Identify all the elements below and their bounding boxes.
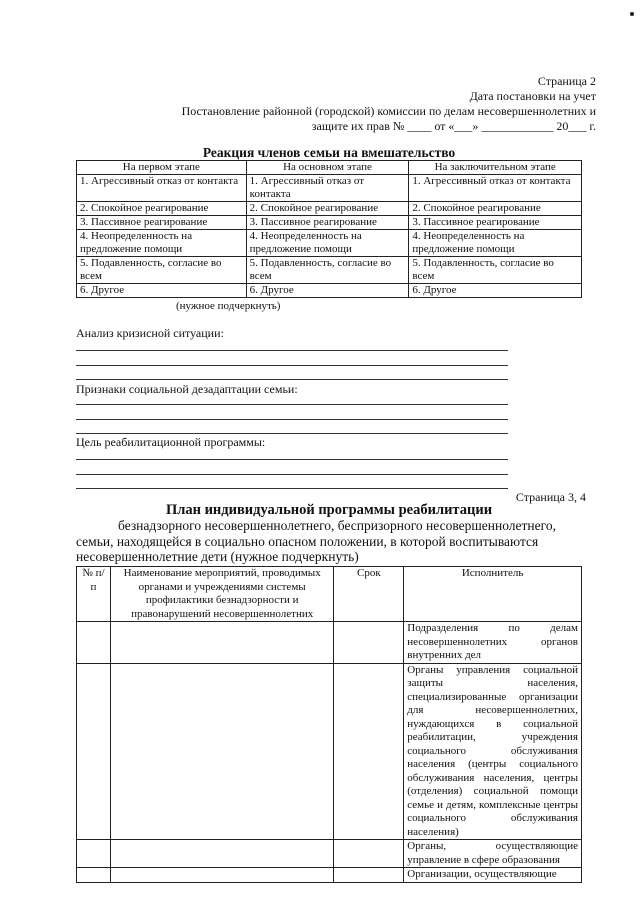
table-cell: [110, 840, 334, 868]
table-cell: 6. Другое: [246, 284, 409, 298]
plan-table: [76, 566, 582, 883]
fill-line: [76, 488, 508, 489]
table-row: [77, 257, 582, 284]
plan-header-row: [77, 567, 582, 622]
table-cell: 6. Другое: [77, 284, 247, 298]
executor-cell: Подразделения по делам несовершеннолетних органов внутренних дел: [404, 622, 582, 664]
plan-title: План индивидуальной программы реабилитации: [165, 502, 493, 518]
table-cell: 3. Пассивное реагирование: [77, 216, 247, 230]
table-cell: [110, 622, 334, 664]
column-header-num: № п/п: [77, 567, 111, 622]
column-header: На первом этапе: [77, 161, 247, 175]
table-cell: [77, 663, 111, 840]
page-number-3-4: Страница 3, 4: [515, 490, 586, 504]
table-cell: 2. Спокойное реагирование: [409, 202, 582, 216]
table-cell: 4. Неопределенность на предложение помощи: [409, 230, 582, 257]
table-cell: 4. Неопределенность на предложение помощи: [77, 230, 247, 257]
table-cell: 1. Агрессивный отказ от контакта: [409, 175, 582, 202]
table-cell: 2. Спокойное реагирование: [246, 202, 409, 216]
plan-subtitle-line1: безнадзорного несовершеннолетнего, беспризорного несовершеннолетнего,: [118, 518, 556, 533]
plan-subtitle-line2: семьи, находящейся в социально опасном положении, в которой воспитываются: [76, 534, 539, 549]
table-cell: [110, 868, 334, 883]
table-cell: [77, 868, 111, 883]
table-cell: 5. Подавленность, согласие во всем: [77, 257, 247, 284]
fill-line: [76, 350, 508, 351]
table-row: [77, 868, 582, 883]
table-cell: 5. Подавленность, согласие во всем: [409, 257, 582, 284]
table-cell: [77, 840, 111, 868]
column-header: На заключительном этапе: [409, 161, 582, 175]
table-row: [77, 622, 582, 664]
table-row: [77, 175, 582, 202]
table-row: [77, 216, 582, 230]
column-header-executor: Исполнитель: [404, 567, 582, 622]
rehab-goal-label: Цель реабилитационной программы:: [76, 435, 266, 449]
fill-line: [76, 459, 508, 460]
table-cell: [334, 622, 404, 664]
table-cell: [334, 868, 404, 883]
column-header: На основном этапе: [246, 161, 409, 175]
registration-date-label: Дата постановки на учет: [469, 89, 596, 103]
table-row: [77, 230, 582, 257]
table-cell: 5. Подавленность, согласие во всем: [246, 257, 409, 284]
table-cell: [334, 663, 404, 840]
resolution-number-line: защите их прав № ____ от «___» ____________ 20___ г.: [311, 119, 596, 133]
column-header-name: Наименование мероприятий, проводимых органами и учреждениями системы профилактики безнадзорности и правонарушений несовершеннолетних: [110, 567, 334, 622]
crisis-analysis-label: Анализ кризисной ситуации:: [76, 326, 224, 340]
reaction-title: Реакция членов семьи на вмешательство: [202, 145, 456, 160]
table-cell: [110, 663, 334, 840]
table-cell: 6. Другое: [409, 284, 582, 298]
corner-mark: [630, 12, 634, 16]
page-number-2: Страница 2: [537, 74, 596, 88]
underline-note: (нужное подчеркнуть): [176, 300, 281, 312]
table-cell: [77, 622, 111, 664]
fill-line: [76, 404, 508, 405]
column-header-term: Срок: [334, 567, 404, 622]
reaction-table: [76, 160, 582, 298]
executor-cell: Организации, осуществляющие: [404, 868, 582, 883]
fill-line: [76, 433, 508, 434]
reaction-header-row: [77, 161, 582, 175]
fill-line: [76, 474, 508, 475]
table-row: [77, 202, 582, 216]
table-row: [77, 840, 582, 868]
executor-cell: Органы, осуществляющие управление в сфере образования: [404, 840, 582, 868]
fill-line: [76, 365, 508, 366]
resolution-line: Постановление районной (городской) комиссии по делам несовершеннолетних и: [181, 104, 596, 118]
table-row: [77, 663, 582, 840]
plan-subtitle-line3: несовершеннолетние дети (нужное подчеркнуть): [76, 549, 359, 564]
table-cell: 3. Пассивное реагирование: [409, 216, 582, 230]
maladaptation-signs-label: Признаки социальной дезадаптации семьи:: [76, 382, 298, 396]
fill-line: [76, 379, 508, 380]
table-row: [77, 284, 582, 298]
executor-cell: Органы управления социальной защиты населения, специализированные организации для несовершеннолетних, нуждающихся в социальной реабилитации, учреждения социального обслуживания населения (центры социального обслуживания населения, центры (отделения) социальной помощи семье и детям, комплексные центры социального обслуживания населения): [404, 663, 582, 840]
table-cell: 1. Агрессивный отказ от контакта: [246, 175, 409, 202]
table-cell: 2. Спокойное реагирование: [77, 202, 247, 216]
table-cell: 4. Неопределенность на предложение помощи: [246, 230, 409, 257]
fill-line: [76, 419, 508, 420]
table-cell: 1. Агрессивный отказ от контакта: [77, 175, 247, 202]
table-cell: 3. Пассивное реагирование: [246, 216, 409, 230]
table-cell: [334, 840, 404, 868]
